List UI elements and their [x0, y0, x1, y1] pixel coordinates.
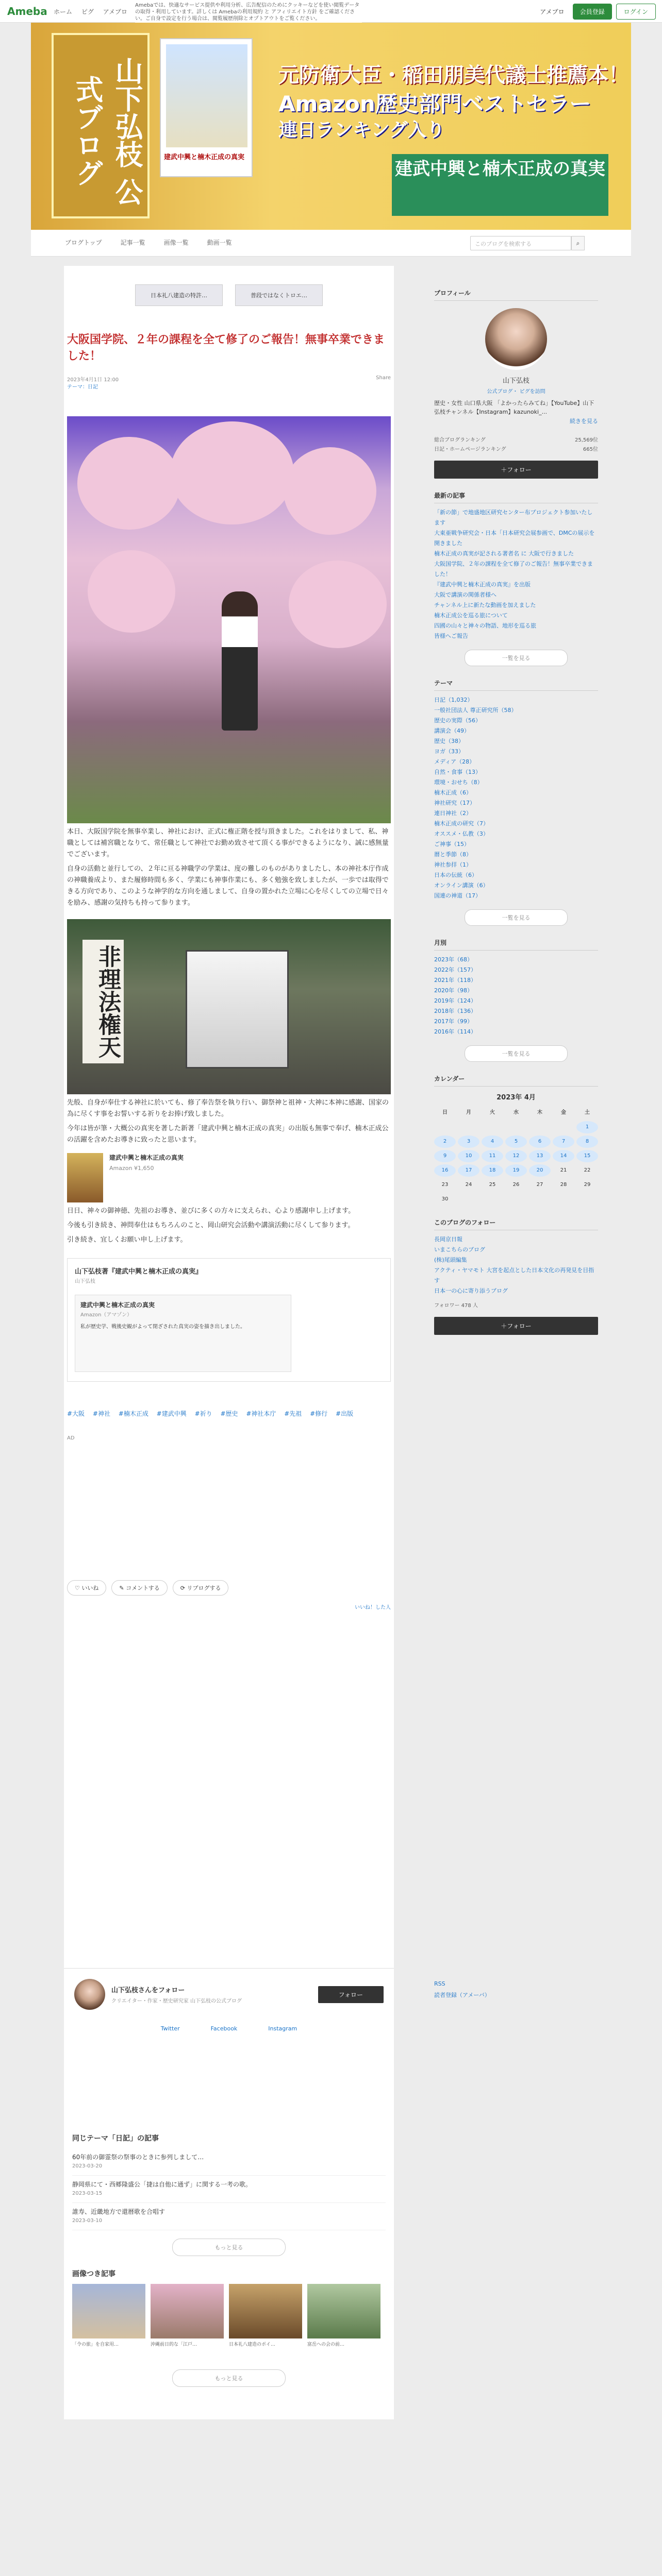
hashtag[interactable]: #修行	[310, 1410, 328, 1417]
calendar-day[interactable]: 12	[505, 1150, 527, 1162]
theme-item[interactable]: 神社参拝（1）	[434, 861, 472, 868]
search-icon[interactable]: ⌕	[571, 236, 585, 250]
calendar-blank	[505, 1121, 527, 1133]
book-cover-title: 建武中興と楠木正成の真実	[164, 154, 245, 161]
calendar-day[interactable]: 7	[553, 1136, 574, 1148]
calendar-weekday: 木	[537, 1110, 542, 1115]
image-article-title: 富岳への会の前…	[307, 2342, 345, 2347]
theme-item[interactable]: ご神事（15）	[434, 841, 470, 848]
image-article[interactable]	[151, 2284, 224, 2361]
reblog-button[interactable]	[173, 1580, 229, 1596]
reblog-icon: ⟳	[180, 1585, 187, 1591]
following-item[interactable]: アクティ・ヤマモト 大宮を起点とした日本文化の再発見を目指す	[434, 1267, 594, 1284]
recent-more-button[interactable]: 一覧を見る	[465, 650, 568, 666]
profile-more-link[interactable]: 続きを見る	[570, 418, 598, 425]
book-price: Amazon ¥1,650	[109, 1165, 154, 1172]
theme-item[interactable]: 歴史（38）	[434, 738, 464, 744]
hashtag[interactable]: #大阪	[67, 1410, 85, 1417]
calendar-grid	[434, 1107, 598, 1206]
image-article-title: 「令の旅」を自家用…	[72, 2342, 119, 2347]
embed-title: 山下弘枝著『建武中興と楠木正成の真実』	[75, 1268, 203, 1276]
recent-item[interactable]: 四國の山々と神々の物語、地形を巡る旅	[434, 622, 536, 629]
archive-more-button[interactable]: 一覧を見る	[465, 1045, 568, 1062]
profile-avatar[interactable]	[485, 308, 547, 370]
nav-pigg[interactable]: ピグ	[81, 8, 94, 15]
archive-list	[434, 955, 598, 1037]
calendar-day[interactable]: 14	[553, 1150, 574, 1162]
related-articles	[64, 2112, 394, 2403]
archive-item[interactable]: 2019年（124）	[434, 997, 476, 1004]
recent-item[interactable]: 楠木正成公を巡る旅について	[434, 612, 508, 619]
follower-count	[434, 1301, 598, 1311]
archive-item[interactable]: 2018年（136）	[434, 1008, 476, 1014]
theme-item[interactable]: 楠木正成（6）	[434, 789, 472, 796]
profile-follow-button[interactable]: ＋フォロー	[434, 461, 598, 479]
stat-value: 25,569位	[575, 437, 598, 443]
calendar-day: 26	[512, 1182, 520, 1188]
book-thumbnail	[67, 1153, 103, 1202]
related-item-title: 誰寿、近畿地方で還暦歌を合唱す	[72, 2208, 166, 2215]
sidebar	[434, 266, 598, 1760]
stat-value: 665位	[583, 447, 598, 452]
theme-item[interactable]: 自然・食事（13）	[434, 769, 481, 775]
image-article-title: 沖縄前日的な「江戸…	[151, 2342, 197, 2347]
author-follow-name: 山下弘枝さんをフォロー	[111, 1987, 185, 1994]
calendar-day: 22	[584, 1167, 591, 1173]
calendar-day: 30	[441, 1196, 449, 1202]
theme-more-button[interactable]: 一覧を見る	[465, 909, 568, 926]
archive-item[interactable]: 2021年（118）	[434, 977, 476, 984]
embedded-post-card[interactable]	[67, 1258, 391, 1382]
shrine-altar	[186, 950, 289, 1069]
theme-item[interactable]: 神社研究（17）	[434, 800, 475, 806]
image-thumbnail	[307, 2284, 380, 2338]
calendar-day: 23	[441, 1182, 449, 1188]
following-item[interactable]: 日本一の心に寄り添うブログ	[434, 1287, 508, 1294]
related-item[interactable]	[72, 2148, 386, 2176]
calendar-day: 21	[560, 1167, 567, 1173]
calendar-day: 29	[584, 1182, 591, 1188]
header-book-banner: 建武中興と楠木正成の真実	[392, 154, 608, 216]
cookie-text: Amebaでは、快適なサービス提供や利用分析、広告配信のためにクッキーなどを使い閲覧データの取得・利用しています。詳しくは Amebaの利用規約 と アフィリエイト方針 をご確認ください。ご自身で設定を行う場合は、閲覧履歴削除とオプトアウトをご覧ください。	[135, 3, 360, 22]
article-meta	[67, 375, 391, 391]
social-links	[74, 2025, 384, 2032]
menu-image-list[interactable]: 画像一覧	[163, 239, 189, 246]
related-item-date: 2023-03-20	[72, 2163, 103, 2169]
image-article[interactable]	[229, 2284, 302, 2361]
header-kanji-title: 山下弘枝 公式ブログ	[52, 33, 150, 218]
article-paragraph: 引き続き、宜しくお願い申し上げます。	[67, 1236, 187, 1244]
related-item-title: 静岡県にて・西郷隆盛公「捷は自他に通ず」に関する一考の歌。	[72, 2181, 252, 2188]
following-list	[434, 1234, 598, 1296]
archive-item[interactable]: 2017年（99）	[434, 1018, 473, 1025]
calendar-blank	[434, 1121, 456, 1133]
recent-item[interactable]: 大阪で講演の関係者様へ	[434, 591, 496, 598]
theme-item[interactable]: オススメ・仏教（3）	[434, 831, 489, 837]
calendar-day[interactable]: 17	[458, 1164, 479, 1177]
follower-count-label: フォロワー 478 人	[434, 1303, 478, 1309]
image-thumbnail	[72, 2284, 145, 2338]
theme-heading: テーマ	[434, 679, 598, 691]
embed-inner-card[interactable]	[75, 1295, 291, 1372]
recent-item[interactable]: 大東亜戦争研究会・日本「日本研究会展参画で、DMCの展示を開きました	[434, 530, 595, 547]
calendar-weekday: 土	[585, 1110, 590, 1115]
calendar-day[interactable]: 6	[529, 1136, 551, 1148]
related-heading: 同じテーマ「日記」の記事	[72, 2134, 159, 2143]
article-paragraph: 本日、大阪国学院を無事卒業し、神社におけ、正式に権正階を授与頂きました。これをはりまして、私、神職としては補宮職となりて、常任職として神社でお勤め致させて頂くる事ができるようになり、誠に感無量でございます。	[67, 828, 389, 858]
theme-item[interactable]: 国連の神道（17）	[434, 892, 481, 899]
following-item[interactable]: いまこちらのブログ	[434, 1246, 485, 1253]
theme-item[interactable]: 連日神社（2）	[434, 810, 472, 817]
theme-item[interactable]: オンライン講演（6）	[434, 882, 489, 889]
ranking-stats	[434, 436, 598, 454]
ameba-logo[interactable]: Ameba	[7, 5, 47, 18]
theme-list	[434, 695, 598, 901]
hashtag[interactable]: #出版	[336, 1410, 354, 1417]
article-date: 2023年4月1日 12:00	[67, 377, 119, 383]
theme-item[interactable]: メディア（28）	[434, 758, 475, 765]
calendar-weekday: 日	[442, 1110, 448, 1115]
following-heading: このブログのフォロー	[434, 1218, 598, 1230]
calendar-weekday: 火	[490, 1110, 495, 1115]
calendar-day[interactable]: 15	[576, 1150, 598, 1162]
hashtag[interactable]: #先祖	[284, 1410, 302, 1417]
calendar-month: 2023年 4月	[496, 1094, 536, 1101]
profile-links[interactable]: 公式ブログ・ ピグを訪問	[487, 389, 545, 395]
calendar-blank	[553, 1121, 574, 1133]
profile-heading: プロフィール	[434, 289, 598, 301]
hashtag[interactable]: #神社	[92, 1410, 110, 1417]
image-article[interactable]	[307, 2284, 380, 2361]
reaction-bar	[67, 1580, 391, 1596]
book-title: 建武中興と楠木正成の真実	[109, 1154, 184, 1161]
theme-item[interactable]: 一般社団法人 尊正研究所（58）	[434, 707, 517, 714]
calendar-blank	[529, 1121, 551, 1133]
image-thumbnail	[151, 2284, 224, 2338]
menu-video-list[interactable]: 動画一覧	[207, 239, 232, 246]
hashtag[interactable]: #楠木正成	[118, 1410, 148, 1417]
blossom	[170, 421, 294, 524]
signup-button[interactable]: 会員登録	[573, 4, 612, 20]
theme-item[interactable]: 日本の伝統（6）	[434, 872, 477, 878]
related-item-title: 60年前の御霊祭の祭事のときに参列しまして…	[72, 2154, 204, 2161]
rss-link[interactable]: RSS	[434, 1980, 445, 1987]
calendar-day[interactable]: 8	[576, 1136, 598, 1148]
archive-item[interactable]: 2023年（68）	[434, 956, 473, 963]
related-more-button[interactable]: もっと見る	[172, 2239, 286, 2256]
blog-search-input[interactable]: このブログを検索する	[470, 236, 571, 250]
theme-item[interactable]: 暦と季節（8）	[434, 851, 472, 858]
stat-label: 総合ブログランキング	[434, 437, 486, 443]
comment-icon: ✎	[119, 1585, 126, 1591]
next-article-button[interactable]: 普段ではなくトロエ…	[235, 284, 323, 306]
facebook-link[interactable]: Facebook	[210, 2025, 238, 2032]
book-cover-art	[166, 44, 247, 147]
theme-item[interactable]: ヨガ（33）	[434, 748, 464, 755]
calendar-day[interactable]: 16	[434, 1164, 456, 1177]
article-pager-top	[64, 266, 394, 306]
image-article-title: 日本礼八建造のポイ…	[229, 2342, 276, 2347]
twitter-link[interactable]: Twitter	[160, 2025, 180, 2032]
blossom	[289, 561, 387, 648]
theme-item[interactable]: 講演会（49）	[434, 727, 470, 734]
calendar-day: 28	[560, 1182, 567, 1188]
article-paragraph: 自身の活動と並行しての、２年に亘る神職学の学業は、度の難しのものがありましたし、本の神社本庁作成の神職養成より、また履修時間も多く、学業にも神事作業にも、多く勉強を致しましたが、一歩では取得できる方向であり、このような神学的な方向を通しまして、自身の置かれた立場に心を尽くしての立場で日々を励み、感謝の気持ちも持って参ります。	[67, 865, 389, 907]
theme-item[interactable]: 日記（1,032）	[434, 697, 473, 703]
theme-item[interactable]: 楠木正成の研究（7）	[434, 820, 489, 827]
article-paragraph: 今年は皆が筆・大概公の真実を著した新著「建武中興と楠木正成の真実」の出版も無事で奉げ、楠木正成公の活躍を含めたお導きに致ったと思います。	[67, 1125, 389, 1144]
comment-button[interactable]	[111, 1580, 167, 1596]
calendar-day[interactable]: 10	[458, 1150, 479, 1162]
article-paragraph: 日日、神々の御神徳、先祖のお導き、並びに多くの方々に支えられ、心より感謝申し上げます。	[67, 1207, 355, 1215]
follow-button[interactable]: フォロー	[318, 1986, 384, 2003]
hashtag[interactable]: #歴史	[220, 1410, 238, 1417]
calendar-day: 27	[536, 1182, 543, 1188]
menu-blog-top[interactable]: ブログトップ	[65, 239, 102, 246]
reblog-label: リブログする	[187, 1585, 221, 1591]
calendar-day[interactable]: 19	[505, 1164, 527, 1177]
calendar-day[interactable]: 11	[482, 1150, 503, 1162]
theme-item[interactable]: 環境・おせち（8）	[434, 779, 483, 786]
hashtag[interactable]: #建武中興	[156, 1410, 187, 1417]
embed-inner-title: 建武中興と楠木正成の真実	[80, 1301, 155, 1309]
archive-heading: 月別	[434, 938, 598, 951]
blossom	[88, 550, 175, 633]
shrine-sign: 非理法権天	[82, 940, 124, 1063]
calendar-blank	[482, 1121, 503, 1133]
blossom	[284, 447, 376, 535]
archive-item[interactable]: 2022年（157）	[434, 967, 476, 973]
following-item[interactable]: (株)尾頭編集	[434, 1257, 467, 1263]
following-item[interactable]: 長岡京日報	[434, 1236, 462, 1243]
calendar-weekday: 水	[514, 1110, 519, 1115]
hashtag[interactable]: #神社本庁	[246, 1410, 276, 1417]
global-nav	[54, 7, 135, 16]
recent-item[interactable]: 大阪国学院、２年の課程を全て修了のご報告！無事卒業できました！	[434, 561, 593, 578]
calendar-day: 25	[489, 1182, 496, 1188]
share-button[interactable]: Share	[376, 375, 391, 381]
reader-link[interactable]: 読者登録（アメーバ）	[434, 1992, 490, 1998]
header-line-3: 連日ランキング入り	[278, 120, 445, 141]
image-article[interactable]	[72, 2284, 145, 2361]
archive-item[interactable]: 2016年（114）	[434, 1028, 476, 1035]
menu-entry-list[interactable]: 記事一覧	[120, 239, 145, 246]
login-button[interactable]: ログイン	[616, 4, 656, 20]
article-photo-cherry-blossoms[interactable]	[67, 416, 391, 823]
heart-icon: ♡	[75, 1585, 82, 1591]
auth-actions	[540, 4, 656, 20]
header-line-2: Amazon歴史部門ベストセラー	[278, 91, 591, 116]
article-theme-link[interactable]: テーマ：日記	[67, 384, 98, 390]
image-articles-more-button[interactable]: もっと見る	[172, 2369, 286, 2387]
embed-inner-desc: 私が歴史学、戦後史観がよって閉ざされた真実の姿を描き出しました。	[80, 1324, 245, 1330]
header-book-image	[160, 38, 253, 177]
calendar-blank	[458, 1121, 479, 1133]
calendar-day[interactable]: 3	[458, 1136, 479, 1148]
ameblo-link[interactable]: アメブロ	[540, 8, 565, 15]
recent-item[interactable]: 皆様へご報告	[434, 633, 468, 639]
article-paragraph: 今後も引き続き、神問奉仕はもちろんのこと、岡山研究会活動や講演活動に尽くして参ります。	[67, 1222, 355, 1229]
image-thumbnail	[229, 2284, 302, 2338]
article-title[interactable]: 大阪国学院、２年の課程を全て修了のご報告！無事卒業できました！	[67, 333, 385, 363]
instagram-link[interactable]: Instagram	[268, 2025, 297, 2032]
calendar-weekday: 金	[561, 1110, 566, 1115]
archive-item[interactable]: 2020年（98）	[434, 987, 473, 994]
amazon-book-card[interactable]	[67, 1153, 391, 1202]
recent-heading: 最新の記事	[434, 491, 598, 503]
recent-list	[434, 507, 598, 641]
embed-inner-source: Amazon（アマゾン）	[80, 1312, 133, 1318]
person-figure	[222, 591, 258, 731]
theme-item[interactable]: 歴史の実際（56）	[434, 717, 481, 724]
calendar-day[interactable]: 1	[576, 1121, 598, 1133]
blog-header-banner[interactable]	[31, 23, 631, 230]
like-label: いいね	[81, 1585, 99, 1591]
recent-item[interactable]: チャンネル上に新たな動画を加えました	[434, 602, 536, 608]
blossom	[77, 437, 180, 530]
author-avatar[interactable]	[74, 1979, 105, 2010]
profile-description: 歴史・女性 山口県大阪 「よかったらみてね」【YouTube】山下弘枝チャンネル【Instagram】kazunoki_...	[434, 400, 594, 415]
calendar-day[interactable]: 4	[482, 1136, 503, 1148]
related-item-date: 2023-03-15	[72, 2191, 103, 2196]
embed-author: 山下弘枝	[75, 1279, 95, 1284]
hashtag-list	[67, 1408, 391, 1420]
recent-item[interactable]: 『建武中興と楠木正成の真実』を出版	[434, 581, 531, 588]
calendar-day: 24	[465, 1182, 472, 1188]
nav-ameblo[interactable]: アメブロ	[103, 8, 127, 15]
calendar-day[interactable]: 13	[529, 1150, 551, 1162]
author-follow-desc: クリエイター・作家・歴史研究家 山下弘枝の公式ブログ	[111, 1998, 242, 2004]
related-item-date: 2023-03-10	[72, 2218, 103, 2224]
stat-label: 日記・ホームページランキング	[434, 447, 506, 452]
liked-users-link[interactable]: いいね！した人	[355, 1605, 391, 1611]
calendar-day[interactable]: 20	[529, 1164, 551, 1177]
rss-box	[434, 1968, 598, 2001]
nav-home[interactable]: ホーム	[54, 8, 73, 15]
calendar-heading: カレンダー	[434, 1074, 598, 1087]
prev-article-button[interactable]: 日本礼八建造の特許…	[135, 284, 223, 306]
image-articles-heading: 画像つき記事	[72, 2270, 115, 2278]
related-item[interactable]	[72, 2203, 386, 2230]
recent-item[interactable]: 「新の節」で地盛地区研究センター布プロジェクト参加いたします	[434, 509, 593, 526]
blog-menu	[31, 230, 631, 257]
comment-label: コメントする	[126, 1585, 160, 1591]
article-photo-shrine[interactable]	[67, 919, 391, 1094]
image-article-grid	[72, 2284, 386, 2361]
hashtag[interactable]: #祈り	[194, 1410, 212, 1417]
calendar-day[interactable]: 9	[434, 1150, 456, 1162]
author-follow-box	[64, 1968, 394, 2076]
like-button[interactable]	[67, 1580, 106, 1596]
article-column	[64, 266, 394, 2419]
calendar-day[interactable]: 5	[505, 1136, 527, 1148]
ad-placeholder: AD	[67, 1435, 75, 1441]
recent-item[interactable]: 楠木正成の真実が記される著者名 に 大阪で行きました	[434, 550, 574, 557]
calendar-day[interactable]: 18	[482, 1164, 503, 1177]
article-paragraph: 先般、自身が奉仕する神社に於いても、修了奉告祭を執り行い、御祭神と祖神・大神に本神に感謝、国家の為に尽くす事をお誓いする祈りをお捧げ致しました。	[67, 1099, 389, 1118]
related-item[interactable]	[72, 2176, 386, 2203]
sidebar-follow-button[interactable]: ＋フォロー	[434, 1317, 598, 1335]
calendar-day[interactable]: 2	[434, 1136, 456, 1148]
profile-name[interactable]: 山下弘枝	[502, 377, 529, 385]
header-line-1: 元防衛大臣・稲田朋美代議士推薦本！	[278, 63, 629, 87]
calendar-weekday: 月	[466, 1110, 471, 1115]
